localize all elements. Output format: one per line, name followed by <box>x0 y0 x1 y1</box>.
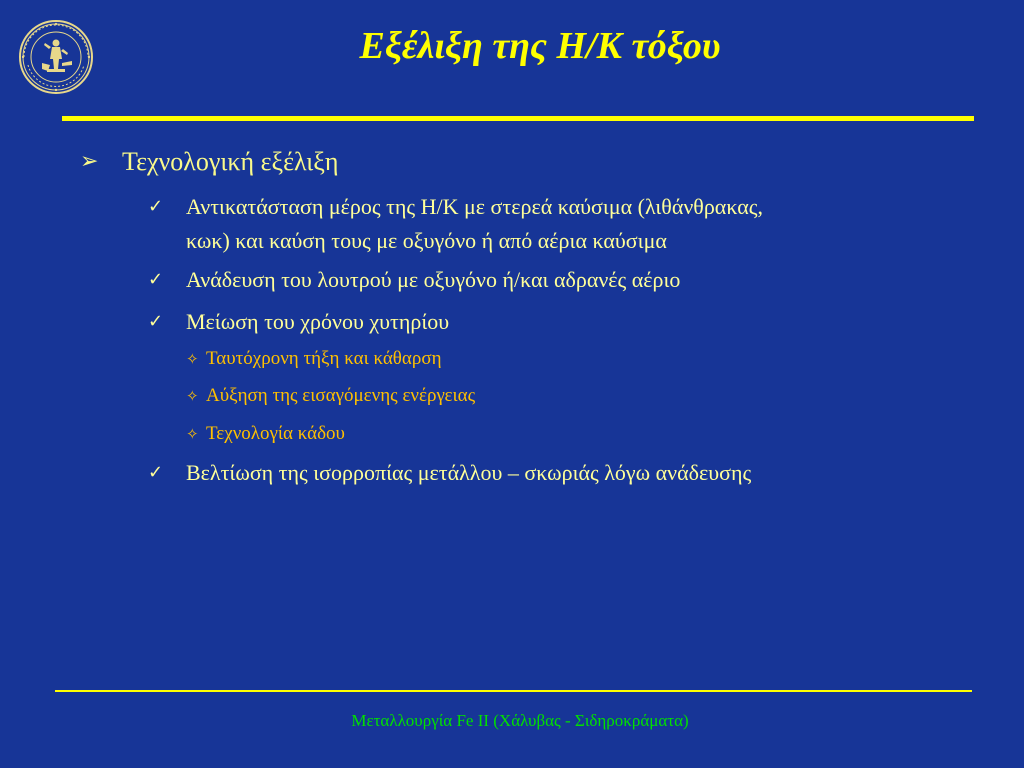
checkmark-icon: ✓ <box>148 311 164 332</box>
four-point-star-icon: ✧ <box>186 350 199 368</box>
arrow-bullet-icon: ➢ <box>80 149 99 174</box>
slide-title: Εξέλιξη της Η/Κ τόξου <box>359 25 721 67</box>
footer-text: Μεταλλουργία Fe II (Χάλυβας - Σιδηροκράματα) <box>351 711 689 730</box>
footer-divider <box>55 690 972 692</box>
sub-bullet-text: Αύξηση της εισαγόμενης ενέργειας <box>206 385 476 406</box>
bullet-text: Μείωση του χρόνου χυτηρίου <box>186 309 450 334</box>
sub-bullet-text: Ταυτόχρονη τήξη και κάθαρση <box>206 348 442 369</box>
bullet-text: Τεχνολογική εξέλιξη <box>122 147 339 176</box>
checkmark-icon: ✓ <box>148 196 164 217</box>
four-point-star-icon: ✧ <box>186 387 199 405</box>
bullet-text: Βελτίωση της ισορροπίας μετάλλου – σκωριάς λόγω ανάδευσης <box>186 460 752 485</box>
checkmark-icon: ✓ <box>148 462 164 483</box>
bullet-text-line: κωκ) και καύση τους με οξυγόνο ή από αέρια καύσιμα <box>186 228 667 253</box>
bullet-text-line: Αντικατάσταση μέρος της Η/Κ με στερεά καύσιμα (λιθάνθρακας, <box>186 194 763 219</box>
university-seal-icon <box>18 19 94 95</box>
sub-bullet-text: Τεχνολογία κάδου <box>206 423 345 444</box>
four-point-star-icon: ✧ <box>186 425 199 443</box>
bullet-text: Ανάδευση του λουτρού με οξυγόνο ή/και αδρανές αέριο <box>186 267 681 292</box>
checkmark-icon: ✓ <box>148 269 164 290</box>
title-divider <box>62 116 974 121</box>
